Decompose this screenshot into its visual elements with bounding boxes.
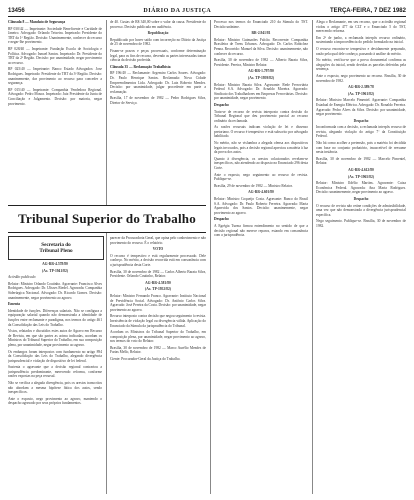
paragraph: Ciente: Procurador-Geral da Justiça do Trabalho. <box>110 357 181 362</box>
paragraph: Ante o exposto, nego seguimento ao recurso de revista. Publique-se. <box>214 172 308 182</box>
paragraph: Identidade de funções. Diferenças salariais. Não se configura a equiparação salarial quando não demonstrada a identidade de funções entre reclamante e paradigma, nos termos do artigo 461 da Consolidação das Leis do Trabalho. <box>8 308 102 327</box>
paragraph: AG-RR-2.389/78 <box>348 85 374 90</box>
paragraph: Nego seguimento. Publique-se. Brasília, 30 de novembro de 1982. <box>316 219 406 228</box>
paragraph: AG-RR-4.612/80 <box>348 168 374 173</box>
paragraph: AG-RR-4.578/80 <box>42 262 68 266</box>
paragraph: Relator: Ministro Barata Silva. Agravante: Rede Ferroviária Federal S.A. Advogado: Dr. Arnaldo Moreira. Agravado: Sindicato dos Trabalhadores em Empresas Ferroviárias. Decisão: por unanimidade, negar provimento. <box>214 82 308 101</box>
paragraph: Vistos, relatados e discutidos estes autos de Agravo em Recurso de Revista, em que são partes as acima indicadas, acordam os Ministros do Tribunal Superior do Trabalho, em sua composição plena, por unanimidade, negar provimento ao agravo. <box>8 329 102 347</box>
issue-date: TERÇA-FEIRA, 7 DEZ 1982 <box>329 8 406 14</box>
column-divider <box>312 20 313 494</box>
paragraph: RR-2.941/81 <box>251 31 271 36</box>
paragraph: Despacho <box>353 197 369 201</box>
paragraph: Republicado por haver saído com incorreção no Diário da Justiça de 25 de novembro de 1982. <box>110 37 206 47</box>
column-1-lower <box>8 262 102 494</box>
paragraph: As razões recursais indicam violação de lei e dissenso pretoriano. O recurso é tempestivo e está subscrito por advogado habilitado. <box>214 125 308 139</box>
paragraph: AG-RR-1.797/80 <box>248 69 274 74</box>
column-4 <box>316 20 406 494</box>
paragraph: de 40. Custas de R$ 340,00 sobre o valor da causa. Presidente do processo. Decisão publicada em audiência. <box>110 20 206 29</box>
page-number: 13456 <box>8 8 25 14</box>
paragraph: O recurso é tempestivo e está regularmente processado. Dele conheço. No mérito, a decisão recorrida está em consonância com a jurisprudência desta Corte. <box>110 253 206 267</box>
paragraph: AG-RR-4.601/80 <box>248 190 274 195</box>
paragraph: Relator: Ministro Fernando Franco. Agravante: Instituto Nacional de Previdência Social. Advogado: Dr. Antônio Carlos Silva. Agravado: José Pereira da Costa. Decisão: por unanimidade, negar provimento ao agravo. <box>110 293 206 312</box>
paragraph: Relator: Ministro Guimarães Falcão. Recorrente: Companhia Brasileira de Trens Urbanos. Advogado: Dr. Carlos Robichez Penna. Recorrido: Manuel da Silva. Decisão: unanimemente, não conhecer do recurso. <box>214 37 308 56</box>
paragraph: Acórdão publicado <box>8 275 36 280</box>
paragraph: Relator: Ministro Coqueijo Costa. Agravante: Banco do Brasil S.A. Advogado: Dr. Paulo Roberto Ferreira. Agravada: Maria Aparecida dos Santos. Decisão: unanimemente, negar provimento ao agravo. <box>214 197 308 215</box>
paragraph: A Egrégia Turma firmou entendimento no sentido de que a decisão regional não merece reparos, estando em consonância com a jurisprudência. <box>214 223 308 238</box>
paragraph: Brasília, 30 de novembro de 1982 — Carlos Alberto Barata Silva, Presidente. Orlando Coutinho, Relator. <box>110 269 206 279</box>
paragraph: RP 028/40 — Impetrante: Fundação Escola de Sociologia e Política. Advogado: Ismael Santos. Impetrado: Dr. Presidente do TRT da 2ª Região. Decisão: por unanimidade, negar provimento ao recurso. <box>8 46 102 65</box>
paragraph: No mérito, verifica-se que a prova documental confirma as alegações da inicial, sendo devidas as parcelas deferidas pela sentença. <box>316 58 406 72</box>
paragraph: RP 196/40 — Reclamante: Argemiro Carlos Soares. Advogado: Dr. Paulo Henrique Santos. Reclamada: Nova Cidade Empreendimentos Ltda. Advogado: Dr. Luiz Roberto Mendes. Decisão: por unanimidade, julgar procedente em parte a reclamação. <box>110 71 206 94</box>
paragraph: Inconformada com a decisão, a reclamada interpôs recurso de revista, alegando violação do artigo 7º da Constituição Federal. <box>316 125 406 139</box>
paragraph: Recurso interposto contra decisão que negou seguimento à revista. Inexistência de violação legal ou divergência válida. Aplicação do Enunciado da Súmula da jurisprudência do Tribunal. <box>110 314 206 328</box>
paragraph: VOTO <box>152 247 164 252</box>
column-3 <box>214 20 308 494</box>
paragraph: Relator: Ministro Marcelo Pimentel. Agravante: Companhia Estadual de Energia Elétrica. Advogado: Dr. Ronaldo Ferreira. Agravado: Pedro Alves da Silva. Decisão: por unanimidade, negar provimento. <box>316 98 406 117</box>
paragraph: Trata-se de recurso de revista interposto contra decisão do Tribunal Regional que deu provimento parcial ao recurso ordinário da reclamada. <box>214 109 308 123</box>
column-divider <box>106 20 107 494</box>
secretaria-line-1: Secretaria do <box>41 242 71 248</box>
page-header <box>8 6 406 16</box>
paragraph: RP 015/40 — Impetrante: Companhia Vendedora Regional. Advogado: Pedro Moura. Impetrado: Juiz Presidente da Junta de Conciliação e Julgamento. Decisão: por maioria, negar provimento. <box>8 87 102 106</box>
paragraph: RP 030/42 — Impetrante: Sociedade Beneficente e Caridade de Janeiro. Advogado: Orlando Teixeira. Impetrado: Presidente do TRT da 1ª Região. Decisão: Unanimemente, conhecer do recurso e negar-lhe provimento. <box>8 26 102 45</box>
paragraph: Quanto à divergência, os arestos colacionados revelam-se inespecíficos, não atendendo ao disposto no Enunciado 296 desta Corte. <box>214 156 308 171</box>
section-title: Tribunal Superior do Trabalho <box>18 211 196 226</box>
paragraph: Brasília, 17 de novembro de 1982 — Pedro Rodrigues Silva, Diretor de Serviço. <box>110 96 206 105</box>
paragraph: Despacho <box>353 118 369 123</box>
paragraph: Não há como acolher a pretensão, pois a matéria foi decidida com base no conjunto probatório, insuscetível de reexame nesta instância. <box>316 141 406 155</box>
secretaria-line-2: Tribunal Pleno <box>39 248 73 254</box>
paragraph: Despacho <box>214 217 229 222</box>
paragraph: Brasília, 30 de novembro de 1982 — Marcelo Pimentel, Relator. <box>316 156 406 166</box>
paragraph: Cláusula 35 — Reclamação Trabalhista <box>110 64 171 69</box>
paragraph: (Ac. TP-1965/82) <box>348 174 374 179</box>
paragraph: AG-RR-4.581/80 <box>145 280 171 285</box>
paragraph: parecer da Procuradoria Geral, que opina pelo conhecimento e não provimento do recurso. É o relatório. <box>110 236 206 245</box>
column-2-upper <box>110 20 206 202</box>
column-1-upper <box>8 20 102 202</box>
paragraph: (Ac. TP-1959/82) <box>248 75 274 80</box>
paragraph: Os embargos foram interpostos com fundamento no artigo 894 da Consolidação das Leis do Trabalho, alegando divergência jurisprudencial e violação de dispositivo de lei federal. <box>8 349 102 363</box>
paragraph: (Ac. TP-1961/82) <box>348 91 374 96</box>
paragraph: RP 025/40 — Impetrante: Banco Estado Advogados: Jose Rodrigues. Impetrado: Presidente do TRT da 3ª Região. Decisão: unanimemente, dar provimento ao recurso para conceder a segurança. <box>8 67 102 86</box>
paragraph: O recurso encontra-se tempestivo e devidamente preparado, razão pela qual dele conheço, passando à análise do mérito. <box>316 46 406 56</box>
paragraph: Cláusula 8 — Mandato de Segurança <box>8 20 66 24</box>
journal-title: DIÁRIO DA JUSTIÇA <box>143 8 212 14</box>
paragraph: (Ac. TP-1941/82) <box>42 268 68 273</box>
paragraph: Alega o Reclamante, em seu recurso, que o acórdão regional violou o artigo 477 da CLT e o Enunciado 5 do TST, merecendo reforma. <box>316 20 406 34</box>
paragraph: Brasília, 30 de novembro de 1982 — Alberto Barata Silva, Presidente. Pereira, Ministro Relator. <box>214 58 308 67</box>
section-banner <box>8 205 206 233</box>
paragraph: Ementa <box>8 302 20 307</box>
paragraph: Relator: Ministro Orlando Coutinho. Agravante: Francisco Alves Rodrigues. Advogado: Dr. Ulisses Riedel. Agravada: Companhia Siderúrgica Nacional. Advogado: Dr. Ricardo Gomes. Decisão: unanimemente, negar provimento ao agravo. <box>8 281 102 300</box>
paragraph: Brasília, 29 de novembro de 1982 — Ministro Relator. <box>214 183 293 188</box>
paragraph: Não se verifica a alegada divergência, pois os arestos transcritos não abordam a mesma hipótese fática dos autos, sendo inespecíficos. <box>8 381 102 395</box>
paragraph: Despacho <box>214 102 229 107</box>
secretaria-box <box>8 236 104 260</box>
paragraph: Em 2ª de junho, a reclamada interpôs recurso ordinário, sustentando a improcedência do pedido formulado na inicial. <box>316 35 406 45</box>
paragraph: Fixam-se prazos e peças processuais, conforme determinação legal, para os fins de recurso, devendo as partes interessadas tomar ciência da decisão proferida. <box>110 48 206 63</box>
header-rule <box>8 16 406 17</box>
paragraph: Acordam os Ministros do Tribunal Superior do Trabalho, em composição plena, por unanimidade, negar provimento ao agravo, nos termos do voto do Relator. <box>110 330 206 344</box>
paragraph: Sustenta o agravante que a decisão regional contrariou a jurisprudência predominante, merecendo reforma, conforme razões expostas na peça recursal. <box>8 365 102 379</box>
column-2-lower <box>110 236 206 494</box>
paragraph: Republicação <box>147 31 169 36</box>
paragraph: Ante o exposto, nego provimento ao recurso. Brasília, 30 de novembro de 1982. <box>316 73 406 83</box>
column-divider <box>210 20 211 494</box>
paragraph: (Ac. TP-1952/82) <box>145 287 171 292</box>
paragraph: Relator: Ministro Ildélio Martins. Agravante: Caixa Econômica Federal. Agravada: Ana Maria Rodrigues. Decisão: unanimemente, negar provimento ao agravo. <box>316 181 406 195</box>
paragraph: Processo nos termos do Enunciado 210 da Súmula do TST. Decisão unânime. <box>214 20 308 29</box>
paragraph: Ante o exposto, nego provimento ao agravo, mantendo o despacho agravado por seus próprios fundamentos. <box>8 396 102 406</box>
paragraph: O recurso de revista não reúne condições de admissibilidade, uma vez que não demonstrada a divergência jurisprudencial específica. <box>316 203 406 217</box>
paragraph: Brasília, 30 de novembro de 1982 — Marco Aurélio Mendes de Farias Mello, Relator. <box>110 345 206 355</box>
paragraph: No mérito, não se vislumbra a alegada ofensa aos dispositivos legais invocados, pois a decisão regional apreciou a matéria à luz da prova dos autos. <box>214 141 308 155</box>
